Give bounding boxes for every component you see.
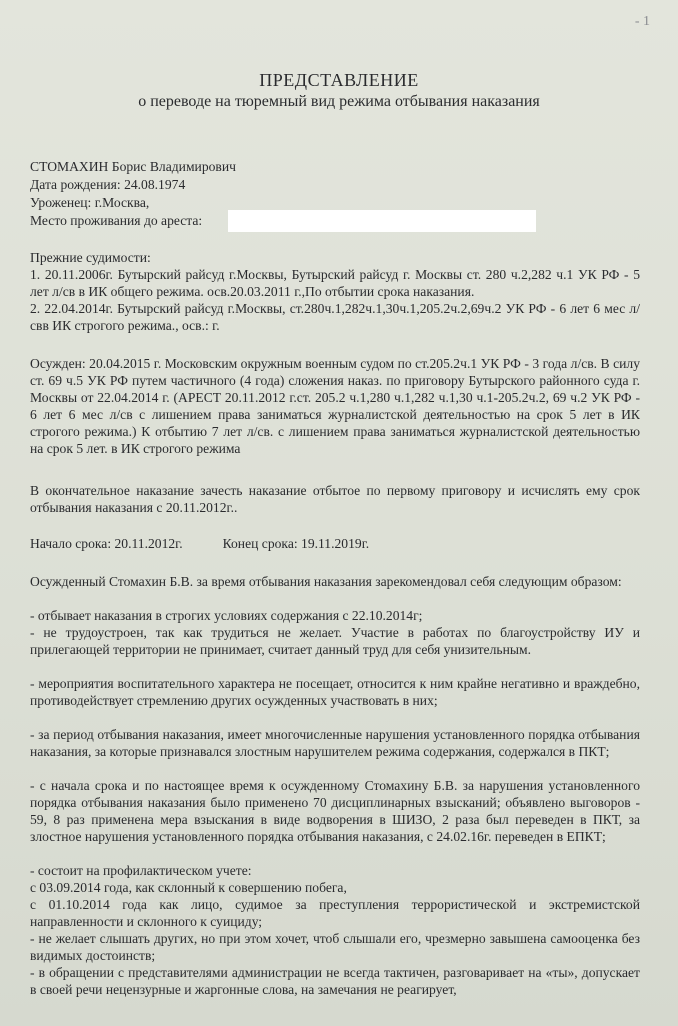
residence-label: Место проживания до ареста: [30,213,203,228]
page-number-mark: - 1 [634,14,650,29]
final-sentence-paragraph: В окончательное наказание зачесть наказание отбытое по первому приговору и исчислять ему срок отбывания наказания с 20.11.2012г.. [30,483,640,515]
characteristic-item: - не желает слышать других, но при этом хочет, чтоб слышали его, чрезмерно завышена самооценка без видимых достоинств; [30,931,640,963]
prior-convictions-heading: Прежние судимости: [30,250,151,265]
characteristic-item: - в обращении с представителями администрации не всегда тактичен, разговаривает на «ты», допускает в своей речи нецензурные и жаргонные слова, на замечания не реагирует, [30,965,640,997]
prior-conviction-2: 2. 22.04.2014г. Бутырский райсуд г.Москвы, ст.280ч.1,282ч.1,30ч.1,205.2ч.2,69ч.2 УК РФ - 6 лет 6 мес л/свв ИК строгого режима., осв.: г. [30,301,640,333]
characteristic-item: - мероприятия воспитательного характера не посещает, относится к ним крайне негативно и враждебно, противодействует стремлению других осужденных участвовать в них; [30,676,640,708]
sentence-paragraph: Осужден: 20.04.2015 г. Московским окружным военным судом по ст.205.2ч.1 УК РФ - 3 года л/св. В силу ст. 69 ч.5 УК РФ путем частичного (4 года) сложения наказ. по приговору Бутырского районного суда г. Москвы от 22.04.2014 г. (АРЕСТ 20.11.2012 г.ст. 205.2 ч.1,280 ч.1,282 ч.1,30 ч.1-205.2ч.2, 69 ч.2 УК РФ - 6 лет 6 мес л/св с лишением права заниматься журналистской деятельностью на срок 5 лет в ИК строгого режима.) К отбытию 7 лет л/св. с лишением права заниматься журналистской деятельностью на срок 5 лет. в ИК строгого режима [30,356,640,456]
term-start: Начало срока: 20.11.2012г. [30,536,183,551]
term-end: Конец срока: 19.11.2019г. [222,536,370,551]
characteristic-item: - с начала срока и по настоящее время к осужденному Стомахину Б.В. за нарушения установленного порядка отбывания наказания было применено 70 дисциплинарных взысканий; объявлено выговоров - 59, 8 раз применена мера взыскания в виде водворения в ШИЗО, 2 раза был переведен в ПКТ, за злостное нарушения установленного порядка отбывания наказания, с 24.02.16г. переведен в ЕПКТ; [30,778,640,844]
birthplace: Уроженец: г.Москва, [30,195,150,210]
redacted-field [228,210,536,232]
birth-date: Дата рождения: 24.08.1974 [30,177,186,192]
characteristic-item: с 01.10.2014 года как лицо, судимое за преступления террористической и экстремистской направленности и склонного к суициду; [30,897,640,929]
prior-conviction-1: 1. 20.11.2006г. Бутырский райсуд г.Москвы, Бутырский райсуд г. Москвы ст. 280 ч.2,282 ч.1 УК РФ - 5 лет л/св в ИК общего режима. осв.20.03.2011 г.,По отбытии срока наказания. [30,267,640,299]
characteristic-item: - состоит на профилактическом учете: [30,863,252,878]
term-dates [30,535,640,552]
document-subtitle: о переводе на тюремный вид режима отбывания наказания [138,93,540,110]
document-title: ПРЕДСТАВЛЕНИЕ [259,70,419,90]
characteristic-item: - отбывает наказания в строгих условиях содержания с 22.10.2014г; [30,608,423,623]
characteristic-item: - за период отбывания наказания, имеет многочисленные нарушения установленного порядка отбывания наказания, за которые признавался злостным нарушителем режима содержания, содержался в ПКТ; [30,727,640,759]
characteristics-intro: Осужденный Стомахин Б.В. за время отбывания наказания зарекомендовал себя следующим образом: [30,574,622,589]
characteristic-item: - не трудоустроен, так как трудиться не желает. Участие в работах по благоустройству ИУ и прилегающей территории не принимает, считает данный труд для себя унизительным. [30,625,640,657]
characteristic-item: с 03.09.2014 года, как склонный к совершению побега, [30,880,347,895]
person-name: СТОМАХИН Борис Владимирович [30,159,236,174]
